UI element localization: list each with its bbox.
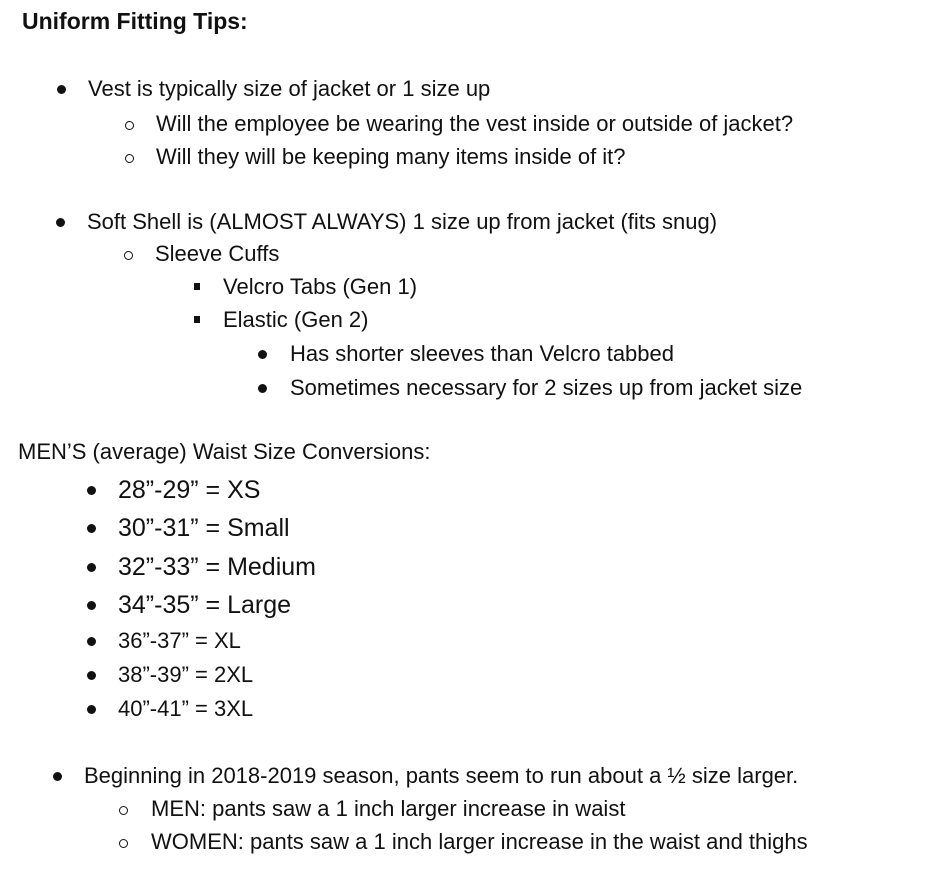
bullet-dot [87,524,96,533]
bullet-circle [119,839,128,848]
cuff-type: Velcro Tabs (Gen 1) [223,274,418,299]
bullet-dot [87,671,96,680]
bullet-square [194,316,200,323]
bullet-square [194,283,200,290]
waist-size-item: 38”-39” = 2XL [118,662,254,687]
waist-heading: MEN’S (average) Waist Size Conversions: [18,439,431,464]
page-title: Uniform Fitting Tips: [22,8,248,34]
waist-size-item: 28”-29” = XS [118,476,261,504]
waist-size-item: 36”-37” = XL [118,628,241,653]
waist-size-item: 34”-35” = Large [118,591,292,619]
bullet-dot [56,218,65,227]
elastic-note: Sometimes necessary for 2 sizes up from jacket size [290,375,803,400]
bullet-dot [258,384,267,393]
bullet-dot [53,772,62,781]
vest-subtip: Will they will be keeping many items inside of it? [156,144,626,169]
bullet-circle [124,251,133,260]
bullet-circle [125,154,134,163]
bullet-dot [87,563,96,572]
sleeve-cuffs-label: Sleeve Cuffs [155,241,280,266]
pants-tip: Beginning in 2018-2019 season, pants seem to run about a ½ size larger. [84,763,799,788]
elastic-note: Has shorter sleeves than Velcro tabbed [290,341,675,366]
bullet-dot [258,350,267,359]
bullet-circle [125,121,134,130]
bullet-dot [87,705,96,714]
bullet-dot [87,486,96,495]
cuff-type: Elastic (Gen 2) [223,307,369,332]
bullet-dot [57,85,66,94]
vest-subtip: Will the employee be wearing the vest inside or outside of jacket? [156,111,794,136]
waist-size-item: 40”-41” = 3XL [118,696,254,721]
soft-shell-tip: Soft Shell is (ALMOST ALWAYS) 1 size up from jacket (fits snug) [87,209,718,234]
vest-tip: Vest is typically size of jacket or 1 size up [88,76,491,101]
bullet-circle [119,806,128,815]
waist-size-item: 30”-31” = Small [118,514,290,542]
bullet-dot [87,601,96,610]
waist-size-item: 32”-33” = Medium [118,553,316,581]
pants-subtip: MEN: pants saw a 1 inch larger increase in waist [151,796,626,821]
bullet-dot [87,637,96,646]
pants-subtip: WOMEN: pants saw a 1 inch larger increase in the waist and thighs [151,829,808,854]
